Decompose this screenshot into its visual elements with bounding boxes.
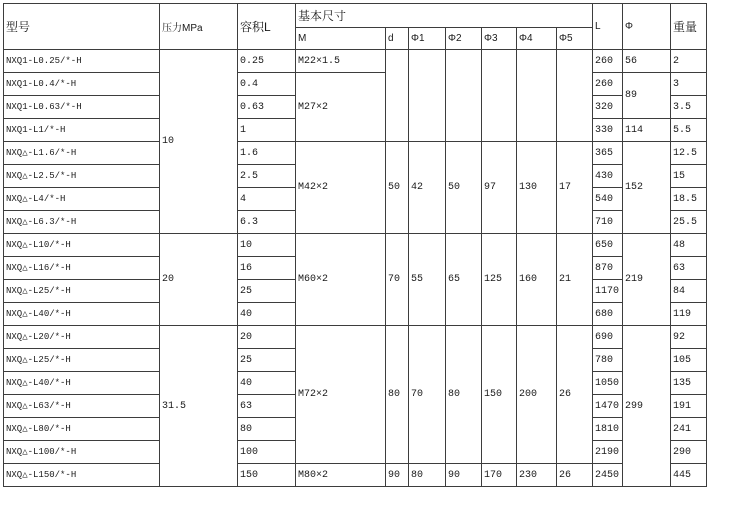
cell-L: 540 — [593, 188, 623, 211]
cell-L: 2450 — [593, 464, 623, 487]
cell-phi1: 42 — [409, 142, 446, 234]
cell-phi: 89 — [623, 73, 671, 119]
cell-M: M72×2 — [296, 326, 386, 464]
cell-weight: 3 — [671, 73, 707, 96]
header-model: 型号 — [4, 4, 160, 50]
cell-L: 870 — [593, 257, 623, 280]
cell-volume: 4 — [238, 188, 296, 211]
cell-phi2: 80 — [446, 326, 482, 464]
cell-weight: 5.5 — [671, 119, 707, 142]
header-pressure: 压力MPa — [160, 4, 238, 50]
cell-weight: 119 — [671, 303, 707, 326]
cell-weight: 241 — [671, 418, 707, 441]
cell-d-empty — [386, 50, 409, 142]
cell-weight: 92 — [671, 326, 707, 349]
header-phi4: Φ4 — [517, 28, 557, 50]
cell-L: 780 — [593, 349, 623, 372]
cell-weight: 12.5 — [671, 142, 707, 165]
table-row — [4, 73, 733, 96]
cell-model: NXQ△-L10/*-H — [4, 234, 160, 257]
header-phi1: Φ1 — [409, 28, 446, 50]
cell-weight: 48 — [671, 234, 707, 257]
cell-phi1-empty — [409, 50, 446, 142]
cell-model: NXQ△-L6.3/*-H — [4, 211, 160, 234]
cell-phi2-empty — [446, 50, 482, 142]
cell-phi5-empty — [557, 50, 593, 142]
cell-weight: 18.5 — [671, 188, 707, 211]
header-phi5: Φ5 — [557, 28, 593, 50]
cell-volume: 1 — [238, 119, 296, 142]
cell-phi2: 65 — [446, 234, 482, 326]
header-d: d — [386, 28, 409, 50]
cell-volume: 40 — [238, 303, 296, 326]
cell-phi4: 130 — [517, 142, 557, 234]
table-row — [4, 142, 733, 165]
cell-phi3: 150 — [482, 326, 517, 464]
cell-model: NXQ△-L1.6/*-H — [4, 142, 160, 165]
cell-weight: 25.5 — [671, 211, 707, 234]
cell-weight: 191 — [671, 395, 707, 418]
cell-M: M60×2 — [296, 234, 386, 326]
cell-phi1: 80 — [409, 464, 446, 487]
cell-model: NXQ△-L40/*-H — [4, 372, 160, 395]
cell-model: NXQ1-L0.25/*-H — [4, 50, 160, 73]
cell-phi1: 55 — [409, 234, 446, 326]
header-row-1 — [4, 4, 733, 28]
cell-d: 80 — [386, 326, 409, 464]
cell-volume: 63 — [238, 395, 296, 418]
cell-volume: 25 — [238, 349, 296, 372]
cell-model: NXQ△-L20/*-H — [4, 326, 160, 349]
cell-volume: 20 — [238, 326, 296, 349]
cell-phi5: 21 — [557, 234, 593, 326]
cell-L: 260 — [593, 73, 623, 96]
cell-L: 2190 — [593, 441, 623, 464]
cell-L: 650 — [593, 234, 623, 257]
header-L: L — [593, 4, 623, 50]
cell-weight: 2 — [671, 50, 707, 73]
cell-phi4-empty — [517, 50, 557, 142]
cell-model: NXQ△-L40/*-H — [4, 303, 160, 326]
cell-phi5: 26 — [557, 464, 593, 487]
cell-L: 710 — [593, 211, 623, 234]
cell-weight: 105 — [671, 349, 707, 372]
cell-L: 1470 — [593, 395, 623, 418]
cell-M: M80×2 — [296, 464, 386, 487]
cell-volume: 2.5 — [238, 165, 296, 188]
cell-weight: 15 — [671, 165, 707, 188]
cell-M: M27×2 — [296, 73, 386, 142]
cell-L: 690 — [593, 326, 623, 349]
cell-volume: 16 — [238, 257, 296, 280]
cell-weight: 135 — [671, 372, 707, 395]
cell-model: NXQ△-L100/*-H — [4, 441, 160, 464]
cell-volume: 0.4 — [238, 73, 296, 96]
accumulator-spec-table — [3, 3, 733, 487]
cell-L: 1170 — [593, 280, 623, 303]
cell-phi5: 17 — [557, 142, 593, 234]
cell-volume: 100 — [238, 441, 296, 464]
cell-model: NXQ△-L80/*-H — [4, 418, 160, 441]
cell-model: NXQ△-L4/*-H — [4, 188, 160, 211]
cell-L: 320 — [593, 96, 623, 119]
cell-model: NXQ△-L2.5/*-H — [4, 165, 160, 188]
cell-volume: 0.63 — [238, 96, 296, 119]
cell-d: 50 — [386, 142, 409, 234]
cell-model: NXQ△-L25/*-H — [4, 280, 160, 303]
cell-phi3: 125 — [482, 234, 517, 326]
cell-model: NXQ1-L1/*-H — [4, 119, 160, 142]
cell-d: 90 — [386, 464, 409, 487]
table-row — [4, 326, 733, 349]
header-basic-size: 基本尺寸 — [296, 4, 593, 28]
cell-L: 1050 — [593, 372, 623, 395]
cell-volume: 10 — [238, 234, 296, 257]
cell-phi2: 50 — [446, 142, 482, 234]
cell-phi: 299 — [623, 326, 671, 487]
cell-phi5: 26 — [557, 326, 593, 464]
cell-volume: 1.6 — [238, 142, 296, 165]
cell-phi: 114 — [623, 119, 671, 142]
cell-pressure: 10 — [160, 50, 238, 234]
cell-d: 70 — [386, 234, 409, 326]
cell-phi3: 170 — [482, 464, 517, 487]
cell-model: NXQ△-L63/*-H — [4, 395, 160, 418]
cell-model: NXQ△-L25/*-H — [4, 349, 160, 372]
cell-phi4: 160 — [517, 234, 557, 326]
header-phi3: Φ3 — [482, 28, 517, 50]
header-volume: 容积L — [238, 4, 296, 50]
cell-phi2: 90 — [446, 464, 482, 487]
cell-L: 680 — [593, 303, 623, 326]
cell-L: 430 — [593, 165, 623, 188]
cell-weight: 290 — [671, 441, 707, 464]
cell-phi3-empty — [482, 50, 517, 142]
cell-phi: 219 — [623, 234, 671, 326]
header-phi2: Φ2 — [446, 28, 482, 50]
cell-M: M42×2 — [296, 142, 386, 234]
header-phi: Φ — [623, 4, 671, 50]
table-row — [4, 50, 733, 73]
cell-weight: 63 — [671, 257, 707, 280]
header-weight: 重量 — [671, 4, 707, 50]
cell-model: NXQ1-L0.63/*-H — [4, 96, 160, 119]
cell-L: 365 — [593, 142, 623, 165]
cell-volume: 80 — [238, 418, 296, 441]
cell-pressure: 31.5 — [160, 326, 238, 487]
cell-L: 330 — [593, 119, 623, 142]
cell-phi4: 230 — [517, 464, 557, 487]
cell-M: M22×1.5 — [296, 50, 386, 73]
cell-weight: 84 — [671, 280, 707, 303]
cell-weight: 3.5 — [671, 96, 707, 119]
cell-phi1: 70 — [409, 326, 446, 464]
cell-model: NXQ△-L16/*-H — [4, 257, 160, 280]
cell-volume: 6.3 — [238, 211, 296, 234]
cell-phi4: 200 — [517, 326, 557, 464]
cell-model: NXQ△-L150/*-H — [4, 464, 160, 487]
cell-L: 260 — [593, 50, 623, 73]
cell-phi: 56 — [623, 50, 671, 73]
cell-pressure: 20 — [160, 234, 238, 326]
cell-L: 1810 — [593, 418, 623, 441]
table-row — [4, 234, 733, 257]
cell-volume: 40 — [238, 372, 296, 395]
cell-model: NXQ1-L0.4/*-H — [4, 73, 160, 96]
cell-volume: 25 — [238, 280, 296, 303]
spec-table-container — [3, 3, 729, 487]
cell-phi: 152 — [623, 142, 671, 234]
cell-volume: 0.25 — [238, 50, 296, 73]
cell-volume: 150 — [238, 464, 296, 487]
cell-phi3: 97 — [482, 142, 517, 234]
cell-weight: 445 — [671, 464, 707, 487]
header-M: M — [296, 28, 386, 50]
